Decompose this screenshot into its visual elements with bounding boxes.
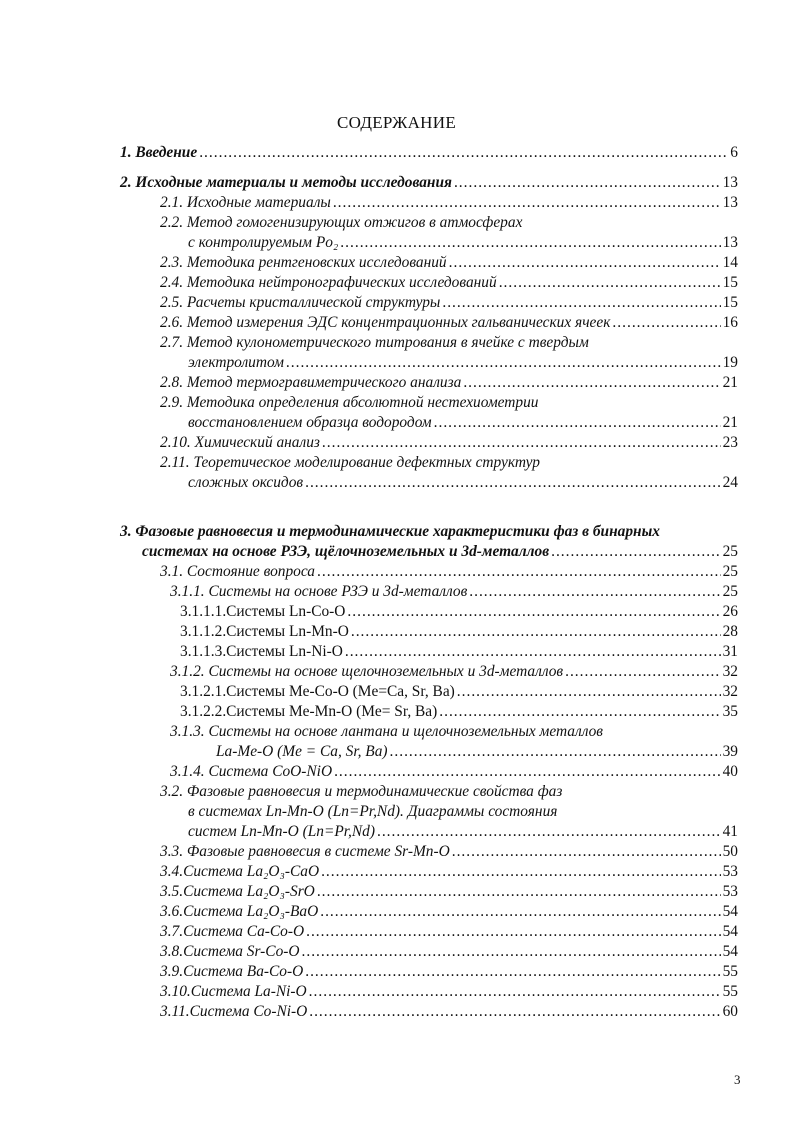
toc-leader <box>469 582 720 602</box>
toc-entry <box>160 882 738 902</box>
toc-leader <box>340 233 720 253</box>
toc-entry-text: 2.5. Расчеты кристаллической структуры <box>160 294 441 311</box>
toc-entry-page: 24 <box>722 474 738 491</box>
toc-leader <box>302 942 721 962</box>
toc-entry-page: 55 <box>722 983 738 1000</box>
toc-entry-text: 3.8.Система Sr-Co-O <box>160 943 300 960</box>
toc-entry-text: 3.9.Система Ba-Co-O <box>160 963 304 980</box>
toc-leader <box>321 862 721 882</box>
toc-entry-text: систем Ln-Mn-O (Ln=Pr,Nd) <box>188 823 375 840</box>
toc-entry-page: 13 <box>722 194 738 211</box>
toc-entry-text: 2.3. Методика рентгеновских исследований <box>160 254 447 271</box>
page-title: СОДЕРЖАНИЕ <box>336 113 457 132</box>
toc-leader <box>345 642 721 662</box>
toc-entry-page: 6 <box>730 144 738 161</box>
toc-entry-text: 3.1.1.3.Системы Ln-Ni-O <box>180 643 343 660</box>
toc-entry-text: 3.1.4. Система CoO-NiO <box>170 763 333 780</box>
toc-entry-text: 3.4.Система La₂O₃-CaO <box>160 863 320 880</box>
toc-entry <box>188 353 738 373</box>
toc-entry-page: 54 <box>722 923 738 940</box>
toc-leader <box>457 682 721 702</box>
toc-entry-text: 3.1. Состояние вопроса <box>160 563 315 580</box>
toc-leader <box>452 842 721 862</box>
toc-entry <box>180 622 738 642</box>
page-number: 3 <box>734 1072 741 1087</box>
toc-leader <box>309 1002 720 1022</box>
toc-leader <box>499 273 721 293</box>
toc-leader <box>439 702 720 722</box>
toc-entry <box>160 253 738 273</box>
toc-entry-text: 2.8. Метод термогравиметрического анализа <box>160 374 462 391</box>
toc-entry-page: 15 <box>722 274 738 291</box>
toc-entry <box>170 662 738 682</box>
toc-entry <box>160 433 738 453</box>
toc-entry <box>160 982 738 1002</box>
toc-entry <box>188 413 738 433</box>
toc-entry-text: 3.5.Система La₂O₃-SrO <box>160 883 315 900</box>
toc-entry-text: 2.9. Методика определения абсолютной нестехиометрии <box>160 394 539 411</box>
toc-entry-page: 15 <box>722 294 738 311</box>
toc-entry-text: сложных оксидов <box>188 474 304 491</box>
toc-entry-text: 3.1.1.2.Системы Ln-Mn-O <box>180 623 349 640</box>
toc-entry-text: 2.6. Метод измерения ЭДС концентрационных гальванических ячеек <box>160 314 611 331</box>
toc-leader <box>322 433 721 453</box>
toc-entry <box>170 762 738 782</box>
toc-entry-text: восстановлением образца водородом <box>188 414 432 431</box>
toc-entry-page: 55 <box>722 963 738 980</box>
toc-entry-page: 25 <box>722 543 738 560</box>
toc-entry-text: 3.1.3. Системы на основе лантана и щелочноземельных металлов <box>170 723 603 740</box>
toc-entry-text: 3.11.Система Co-Ni-O <box>160 1003 308 1020</box>
toc-entry-page: 50 <box>722 843 738 860</box>
toc-entry-page: 31 <box>722 643 738 660</box>
toc-entry-page: 16 <box>722 314 738 331</box>
toc-entry <box>120 143 738 163</box>
toc-entry-text: в системах Ln-Mn-O (Ln=Pr,Nd). Диаграммы состояния <box>188 803 558 820</box>
toc-entry-text: 3. Фазовые равновесия и термодинамические характеристики фаз в бинарных <box>120 523 660 540</box>
toc-entry-page: 60 <box>722 1003 738 1020</box>
toc-leader <box>320 902 720 922</box>
toc-entry <box>160 373 738 393</box>
toc-leader <box>317 882 721 902</box>
toc-entry <box>160 902 738 922</box>
toc-entry-page: 13 <box>722 174 738 191</box>
toc-entry-page: 19 <box>722 354 738 371</box>
toc-entry-text: с контролируемым Po₂ <box>188 234 339 251</box>
toc-entry-page: 40 <box>722 763 738 780</box>
toc-leader <box>306 922 721 942</box>
toc-entry-page: 25 <box>722 563 738 580</box>
toc-leader <box>449 253 721 273</box>
toc-entry <box>216 742 738 762</box>
toc-entry-page: 41 <box>722 823 738 840</box>
toc-leader <box>454 173 721 193</box>
toc-entry-text: 3.1.2.2.Системы Me-Mn-O (Me= Sr, Ba) <box>180 703 438 720</box>
toc-entry <box>160 293 738 313</box>
toc-entry-text: 3.1.2. Системы на основе щелочноземельных и 3d-металлов <box>170 663 564 680</box>
toc-leader <box>305 473 721 493</box>
toc-entry <box>180 702 738 722</box>
toc-entry-text: 2.7. Метод кулонометрического титрования в ячейке с твердым <box>160 334 589 351</box>
toc-leader <box>309 982 721 1002</box>
toc-entry-text: системах на основе РЗЭ, щёлочноземельных и 3d-металлов <box>142 543 550 560</box>
toc-entry-text: La-Me-O (Me = Ca, Sr, Ba) <box>216 743 388 760</box>
toc-entry <box>160 942 738 962</box>
toc-entry-page: 54 <box>722 903 738 920</box>
toc-leader <box>317 562 721 582</box>
toc-entry-text: 3.1.1. Системы на основе РЗЭ и 3d-металлов <box>170 583 468 600</box>
toc-entry-page: 23 <box>722 434 738 451</box>
toc-entry-text: 2.4. Методика нейтронографических исследований <box>160 274 497 291</box>
toc-leader <box>565 662 721 682</box>
toc-entry-page: 54 <box>722 943 738 960</box>
toc-entry-text: 1. Введение <box>120 144 198 161</box>
toc-entry <box>160 962 738 982</box>
toc-entry <box>160 313 738 333</box>
toc-entry-page: 32 <box>722 683 738 700</box>
toc-entry <box>188 473 738 493</box>
toc-entry <box>170 582 738 602</box>
toc-leader <box>434 413 721 433</box>
toc-leader <box>333 193 721 213</box>
toc-entry-text: 3.2. Фазовые равновесия и термодинамические свойства фаз <box>160 783 563 800</box>
toc-leader <box>463 373 720 393</box>
toc-entry-text: 2.11. Теоретическое моделирование дефектных структур <box>160 454 540 471</box>
toc-leader <box>286 353 721 373</box>
toc-leader <box>305 962 720 982</box>
toc-entry <box>180 682 738 702</box>
toc-leader <box>377 822 721 842</box>
toc-entry <box>180 642 738 662</box>
toc-entry-page: 35 <box>722 703 738 720</box>
toc-entry <box>160 562 738 582</box>
toc-entry <box>142 542 738 562</box>
toc-entry-text: 2.2. Метод гомогенизирующих отжигов в атмосферах <box>160 214 523 231</box>
toc-leader <box>351 622 721 642</box>
toc-entry-page: 21 <box>722 374 738 391</box>
toc-entry-text: 3.1.2.1.Системы Me-Co-O (Me=Ca, Sr, Ba) <box>180 683 455 700</box>
toc-leader <box>347 602 720 622</box>
toc-entry-page: 26 <box>722 603 738 620</box>
toc-leader <box>334 762 721 782</box>
toc-entry-text: 3.3. Фазовые равновесия в системе Sr-Mn-O <box>160 843 450 860</box>
toc-entry <box>188 233 738 253</box>
toc-leader <box>612 313 720 333</box>
toc-entry-page: 53 <box>722 883 738 900</box>
toc-entry-text: 3.7.Система Ca-Co-O <box>160 923 305 940</box>
toc-leader <box>551 542 721 562</box>
toc-entry <box>160 922 738 942</box>
toc-entry <box>180 602 738 622</box>
toc-entry-text: 2.10. Химический анализ <box>160 434 320 451</box>
toc-entry <box>188 822 738 842</box>
toc-entry-page: 25 <box>722 583 738 600</box>
toc-entry-text: 3.1.1.1.Системы Ln-Co-O <box>180 603 346 620</box>
toc-leader <box>390 742 721 762</box>
toc-leader <box>442 293 720 313</box>
toc-entry <box>160 193 738 213</box>
toc-leader <box>199 143 728 163</box>
toc-entry <box>160 273 738 293</box>
toc-entry <box>120 173 738 193</box>
toc-entry-page: 32 <box>722 663 738 680</box>
toc-entry-text: 3.6.Система La₂O₃-BaO <box>160 903 319 920</box>
toc-entry <box>160 1002 738 1022</box>
toc-entry-text: электролитом <box>188 354 284 371</box>
toc-entry-text: 2. Исходные материалы и методы исследования <box>120 174 452 191</box>
toc-entry-page: 39 <box>722 743 738 760</box>
toc-entry-text: 3.10.Система La-Ni-O <box>160 983 307 1000</box>
toc-entry <box>160 842 738 862</box>
toc-entry-page: 13 <box>722 234 738 251</box>
toc-entry-text: 2.1. Исходные материалы <box>160 194 331 211</box>
toc-entry-page: 28 <box>722 623 738 640</box>
toc-entry-page: 53 <box>722 863 738 880</box>
toc-entry-page: 14 <box>722 254 738 271</box>
toc-entry <box>160 862 738 882</box>
toc-entry-page: 21 <box>722 414 738 431</box>
